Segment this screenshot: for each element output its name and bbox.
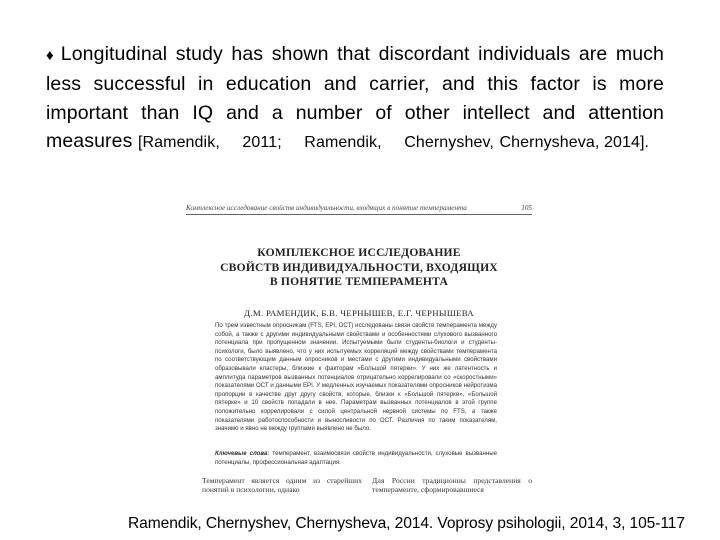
scanned-article-page <box>186 198 532 498</box>
article-title-line: КОМПЛЕКСНОЕ ИССЛЕДОВАНИЕ <box>257 246 461 259</box>
running-header-page-number: 105 <box>521 204 532 212</box>
source-reference: Ramendik, Chernyshev, Chernysheva, 2014. Voprosy psihologii, 2014, 3, 105-117 <box>128 515 685 532</box>
article-title-line: В ПОНЯТИЕ ТЕМПЕРАМЕНТА <box>269 275 449 288</box>
running-header-title: Комплексное исследование свойств индивидуальности, входящих в понятие темперамента <box>186 204 467 212</box>
article-body-columns <box>202 476 532 494</box>
article-body-left-column: Темперамент является одним из старейших понятий в психологии, однако <box>202 476 362 495</box>
article-abstract: По трем известным опросникам (FTS, EPI, ОСТ) исследованы связи свойств темперамента между собой, а также с другими индивидуальными свойствами и особенностями слухового вызванного потенциала при пропущенном значении. Испытуемыми были студенты-биологи и студенты-психологи, было выявлено, что у них испытуемых корреляций между свойствами темперамента по соответствующим данным опросников и местами с другими индивидуальными свойствами образовывали кластеры, близкие к факторам «Большой пятерки». У них же латентность и амплитуда параметров вызванных потенциалов отрицательно коррелировали со «скоростными» показателями ОСТ и данными EPI. У медленных изучаемых показателями опросников нейротизма пропорции в качестве друг другу свойств, которые, близки к «Большой пятерке», «Большой пятерке» и 10 свойств попадали в нее. Параметрам вызванных потенциалов в этой группе положительно коррелировали с силой центральной нервной системы по FTS, а также показателями работоспособности и выносливости по ОСТ. Различия по таким показателям, значимо и явно не между группами выявлено не было. <box>215 322 497 433</box>
citation-part-1: [Ramendik, 2011; Ramendik, Chernyshev, <box>137 134 494 152</box>
keywords-label: Ключевые слова: <box>215 450 270 457</box>
paragraph-body: Longitudinal study has shown that discordant individuals are much less successful in education and carrier, and this factor is more important than IQ and a number of other intellect and attention measures <box>46 43 664 153</box>
citation-part-2: Chernysheva, 2014]. <box>499 134 650 152</box>
bullet-paragraph <box>46 40 664 158</box>
article-keywords <box>215 450 497 467</box>
article-title-line: СВОЙСТВ ИНДИВИДУАЛЬНОСТИ, ВХОДЯЩИХ <box>220 260 498 274</box>
article-authors: Д.М. РАМЕНДИК, Б.В. ЧЕРНЫШЕВ, Е.Г. ЧЕРНЫШЕВА <box>244 308 474 318</box>
article-title <box>186 246 532 290</box>
scan-running-header <box>186 204 532 215</box>
article-body-right-column: Для России традиционны представления о темпераменте, сформировавшиеся <box>372 476 532 495</box>
keywords-text: темперамент, взаимосвязи свойств индивидуальности, слуховые вызванные потенциалы, профессиональная адаптация. <box>215 450 497 466</box>
diamond-bullet-icon: ♦ <box>46 47 57 64</box>
